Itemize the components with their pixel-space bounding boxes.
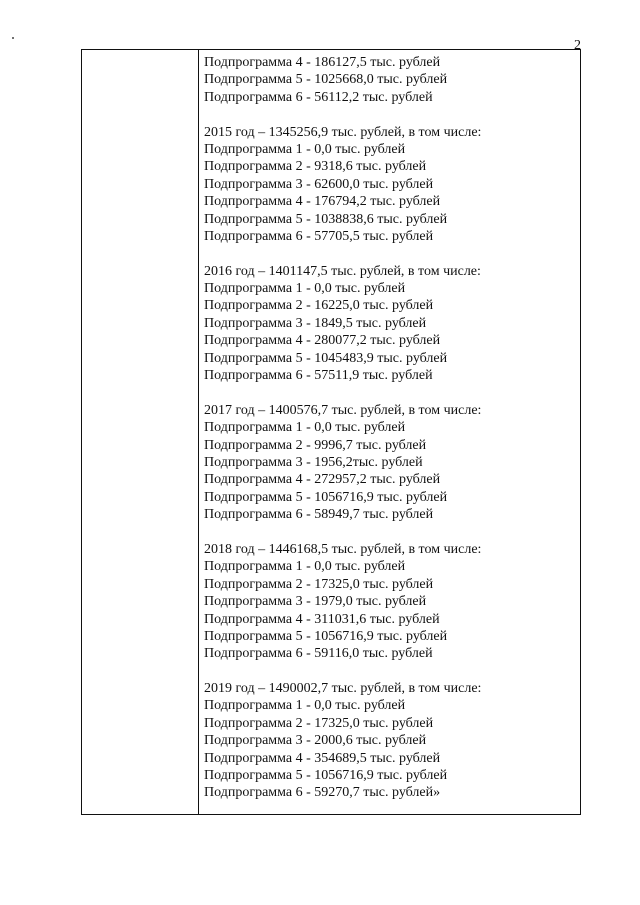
subprogram-line: Подпрограмма 5 - 1056716,9 тыс. рублей: [204, 628, 448, 644]
year-header: 2017 год – 1400576,7 тыс. рублей, в том числе:: [204, 402, 482, 418]
year-header: 2015 год – 1345256,9 тыс. рублей, в том числе:: [204, 124, 482, 140]
funding-table: [81, 49, 581, 815]
funding-content: [204, 54, 574, 819]
subprogram-line: Подпрограмма 3 - 2000,6 тыс. рублей: [204, 733, 427, 749]
subprogram-line: Подпрограмма 2 - 16225,0 тыс. рублей: [204, 298, 434, 314]
year-block-2015: [204, 124, 574, 246]
page-number: 2: [574, 38, 581, 53]
subprogram-line: Подпрограмма 6 - 57705,5 тыс. рублей: [204, 228, 434, 244]
subprogram-line: Подпрограмма 5 - 1056716,9 тыс. рублей: [204, 489, 448, 505]
year-header: 2016 год – 1401147,5 тыс. рублей, в том числе:: [204, 263, 481, 279]
subprogram-line: Подпрограмма 4 - 280077,2 тыс. рублей: [204, 333, 441, 349]
column-divider: [198, 50, 199, 814]
subprogram-line: Подпрограмма 1 - 0,0 тыс. рублей: [204, 141, 406, 157]
subprogram-line: Подпрограмма 3 - 1849,5 тыс. рублей: [204, 315, 427, 331]
subprogram-line: Подпрограмма 2 - 17325,0 тыс. рублей: [204, 576, 434, 592]
subprogram-line: Подпрограмма 6 - 58949,7 тыс. рублей: [204, 507, 434, 523]
subprogram-line: Подпрограмма 5 - 1038838,6 тыс. рублей: [204, 211, 448, 227]
subprogram-line: Подпрограмма 4 - 176794,2 тыс. рублей: [204, 194, 441, 210]
subprogram-line: Подпрограмма 1 - 0,0 тыс. рублей: [204, 281, 406, 297]
subprogram-line: Подпрограмма 4 - 354689,5 тыс. рублей: [204, 750, 441, 766]
subprogram-line: Подпрограмма 4 - 186127,5 тыс. рублей: [204, 55, 441, 70]
leading-block: [204, 54, 574, 106]
subprogram-line: Подпрограмма 6 - 57511,9 тыс. рублей: [204, 368, 433, 384]
year-block-2019: [204, 680, 574, 802]
subprogram-line: Подпрограмма 4 - 272957,2 тыс. рублей: [204, 472, 441, 488]
year-header: 2018 год – 1446168,5 тыс. рублей, в том числе:: [204, 541, 482, 557]
subprogram-line: Подпрограмма 6 - 59116,0 тыс. рублей: [204, 646, 433, 662]
subprogram-line: Подпрограмма 2 - 9318,6 тыс. рублей: [204, 159, 427, 175]
subprogram-line: Подпрограмма 6 - 56112,2 тыс. рублей: [204, 89, 433, 105]
subprogram-line: Подпрограмма 3 - 62600,0 тыс. рублей: [204, 176, 434, 192]
subprogram-line: Подпрограмма 5 - 1045483,9 тыс. рублей: [204, 350, 448, 366]
subprogram-line: Подпрограмма 4 - 311031,6 тыс. рублей: [204, 611, 440, 627]
subprogram-line: Подпрограмма 5 - 1056716,9 тыс. рублей: [204, 768, 448, 784]
subprogram-line: Подпрограмма 1 - 0,0 тыс. рублей: [204, 420, 406, 436]
subprogram-line: Подпрограмма 3 - 1956,2тыс. рублей: [204, 454, 423, 470]
year-block-2016: [204, 263, 574, 385]
year-block-2018: [204, 541, 574, 663]
year-header: 2019 год – 1490002,7 тыс. рублей, в том числе:: [204, 681, 482, 697]
subprogram-line: Подпрограмма 2 - 17325,0 тыс. рублей: [204, 715, 434, 731]
year-block-2017: [204, 402, 574, 524]
subprogram-line: Подпрограмма 1 - 0,0 тыс. рублей: [204, 698, 406, 714]
subprogram-line: Подпрограмма 6 - 59270,7 тыс. рублей»: [204, 785, 441, 801]
subprogram-line: Подпрограмма 1 - 0,0 тыс. рублей: [204, 559, 406, 575]
subprogram-line: Подпрограмма 3 - 1979,0 тыс. рублей: [204, 594, 427, 610]
scan-dot-mark: [12, 37, 14, 39]
subprogram-line: Подпрограмма 5 - 1025668,0 тыс. рублей: [204, 72, 448, 88]
subprogram-line: Подпрограмма 2 - 9996,7 тыс. рублей: [204, 437, 427, 453]
